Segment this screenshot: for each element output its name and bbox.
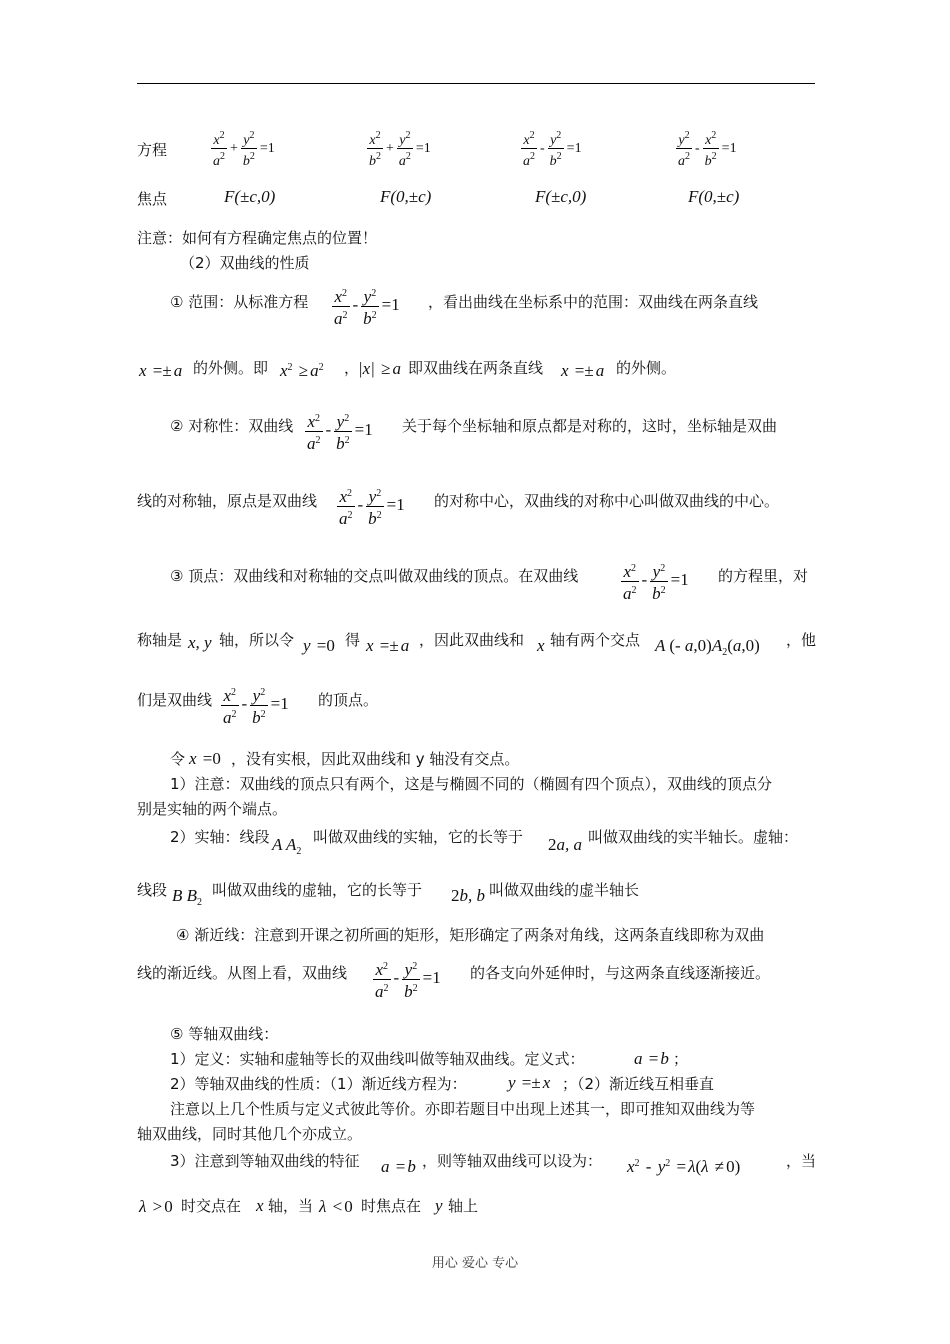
equiaxial-asymptote-eq: y =± x (508, 1073, 551, 1092)
equiaxial-def-eq: a = b (634, 1049, 669, 1068)
row-label-focus: 焦点 (137, 190, 168, 208)
lambda-negative: λ < 0 (319, 1197, 353, 1216)
asymptote-equation: $\frac{x^2}{a^2}$ - $\frac{y^2}{b^2}$ =1 (375, 960, 441, 1001)
note-2-text-c: 叫做双曲线的实半轴长。虚轴： (588, 828, 799, 846)
lambda-positive: λ > 0 (139, 1197, 173, 1216)
range-line-2: x =± a (561, 361, 605, 380)
vertex-text-b: 的方程里，对 (718, 567, 809, 585)
symmetry-text-b: 关于每个坐标轴和原点都是对称的，这时，坐标轴是双曲 (402, 417, 778, 435)
note-1-line-2: 别是实轴的两个端点。 (137, 800, 288, 818)
equiaxial-form-c: ，当 (786, 1152, 817, 1170)
note-2-text-b: 叫做双曲线的实轴，它的长等于 (313, 828, 524, 846)
asymptote-text-b: 线的渐近线。从图上看，双曲线 (137, 964, 348, 982)
equiaxial-general-eq: $x^2 - y^2 = \lambda(\lambda \ne 0)$ (627, 1157, 741, 1176)
vertex-equation-2: $\frac{x^2}{a^2}$ - $\frac{y^2}{b^2}$ =1 (223, 686, 289, 727)
equiaxial-note-b: 轴双曲线，同时其他几个亦成立。 (137, 1125, 363, 1143)
equiaxial-def-end: ； (673, 1050, 689, 1068)
focus-2: F(0,±c) (380, 187, 432, 206)
row-label-equation: 方程 (137, 141, 168, 159)
equiaxial-case-c: 时焦点在 (361, 1197, 422, 1215)
vertex-x-axis: x (537, 636, 545, 655)
asymptote-text-a: ④ 渐近线：注意到开课之初所画的矩形，矩形确定了两条对角线，这两条直线即称为双曲 (176, 926, 765, 944)
equiaxial-props: 2）等轴双曲线的性质：（1）渐近线方程为： (170, 1075, 467, 1093)
focus-1: F(±c,0) (224, 187, 276, 206)
case-x-axis: x (256, 1196, 264, 1215)
equation-1: $\frac{x^2}{a^2}$ + $\frac{y^2}{b^2}$ =1 (213, 130, 275, 169)
range-equation: $\frac{x^2}{a^2}$ - $\frac{y^2}{b^2}$ =1 (334, 287, 400, 328)
real-axis-segment: A $A_2$ (272, 835, 302, 857)
symmetry-text-c: 线的对称轴，原点是双曲线 (137, 492, 318, 510)
range-text-a: ① 范围：从标准方程 (170, 293, 309, 311)
noroot-text-a: 令 (170, 750, 186, 768)
vertex-text-e: 得 (345, 631, 361, 649)
equiaxial-feature-eq: a = b (381, 1157, 416, 1176)
vertex-text-f: ，因此双曲线和 (419, 631, 525, 649)
vertex-text-i: 们是双曲线 (137, 691, 213, 709)
vertex-text-h: ，他 (786, 631, 817, 649)
page-footer: 用心 爱心 专心 (431, 1256, 519, 1271)
equation-3: $\frac{x^2}{a^2}$ - $\frac{y^2}{b^2}$ =1 (523, 130, 582, 169)
section-title: （2）双曲线的性质 (180, 254, 310, 272)
asymptote-text-c: 的各支向外延伸时，与这两条直线逐渐接近。 (470, 964, 771, 982)
noroot-x-zero: x =0 (189, 749, 221, 768)
range-ineq-1: $x^2 \ge a^2$ (280, 361, 324, 380)
equiaxial-form-b: ，则等轴双曲线可以设为： (422, 1152, 603, 1170)
equiaxial-note-a: 注意以上几个性质与定义式彼此等价。亦即若题目中出现上述其一，即可推知双曲线为等 (170, 1100, 756, 1118)
equiaxial-case-d: 轴上 (448, 1197, 479, 1215)
vertex-text-d: 轴，所以令 (219, 631, 295, 649)
focus-4: F(0,±c) (688, 187, 740, 206)
imag-axis-length: 2b, b (451, 886, 485, 905)
case-y-axis: y (435, 1196, 443, 1215)
vertex-text-j: 的顶点。 (318, 691, 379, 709)
header-rule (137, 83, 815, 84)
symmetry-text-d: 的对称中心，双曲线的对称中心叫做双曲线的中心。 (434, 492, 780, 510)
symmetry-equation-2: $\frac{x^2}{a^2}$ - $\frac{y^2}{b^2}$ =1 (339, 487, 405, 528)
vertex-text-c: 称轴是 (137, 631, 183, 649)
vertex-solution: x =± a (366, 636, 410, 655)
note-2-text-e: 叫做双曲线的虚轴，它的长等于 (212, 881, 423, 899)
symmetry-text-a: ② 对称性：双曲线 (170, 417, 294, 435)
range-text-f: 的外侧。 (616, 359, 677, 377)
equiaxial-def: 1）定义：实轴和虚轴等长的双曲线叫做等轴双曲线。定义式： (170, 1050, 585, 1068)
imag-axis-segment: B $B_2$ (172, 886, 203, 908)
vertex-equation-1: $\frac{x^2}{a^2}$ - $\frac{y^2}{b^2}$ =1 (623, 562, 689, 603)
note-2-text-d: 线段 (137, 881, 168, 899)
equation-4: $\frac{y^2}{a^2}$ - $\frac{x^2}{b^2}$ =1 (678, 130, 737, 169)
vertex-points: A (- $a,0)A_2(a,0)$ (655, 636, 760, 658)
noroot-text-b: ，没有实根，因此双曲线和 y 轴没有交点。 (231, 750, 520, 768)
range-text-d: ， (344, 359, 360, 377)
range-text-e: 即双曲线在两条直线 (408, 359, 544, 377)
note-focus: 注意：如何有方程确定焦点的位置！ (137, 229, 378, 247)
symmetry-equation-1: $\frac{x^2}{a^2}$ - $\frac{y^2}{b^2}$ =1 (307, 412, 373, 453)
note-1-line-1: 1）注意：双曲线的顶点只有两个，这是与椭圆不同的（椭圆有四个顶点），双曲线的顶点分 (170, 775, 773, 793)
focus-3: F(±c,0) (535, 187, 587, 206)
range-text-b: ，看出曲线在坐标系中的范围：双曲线在两条直线 (428, 293, 759, 311)
note-2-text-f: 叫做双曲线的虚半轴长 (489, 881, 640, 899)
vertex-text-a: ③ 顶点：双曲线和对称轴的交点叫做双曲线的顶点。在双曲线 (170, 567, 579, 585)
equation-2: $\frac{x^2}{b^2}$ + $\frac{y^2}{a^2}$ =1 (369, 130, 431, 169)
equiaxial-form-a: 3）注意到等轴双曲线的特征 (170, 1152, 360, 1170)
range-text-c: 的外侧。即 (193, 359, 269, 377)
real-axis-length: 2a, a (548, 835, 582, 854)
vertex-axes: x, y (188, 633, 212, 652)
equiaxial-case-b: 轴，当 (268, 1197, 314, 1215)
vertex-set-y: y =0 (303, 636, 335, 655)
equiaxial-case-a: 时交点在 (181, 1197, 242, 1215)
equiaxial-props-b: ；（2）渐近线互相垂直 (562, 1075, 715, 1093)
range-line-1: x =± a (139, 361, 183, 380)
range-ineq-2: |x| ≥ a (358, 359, 401, 378)
note-2-text-a: 2）实轴：线段 (170, 828, 270, 846)
equiaxial-title: ⑤ 等轴双曲线： (170, 1025, 279, 1043)
vertex-text-g: 轴有两个交点 (550, 631, 641, 649)
